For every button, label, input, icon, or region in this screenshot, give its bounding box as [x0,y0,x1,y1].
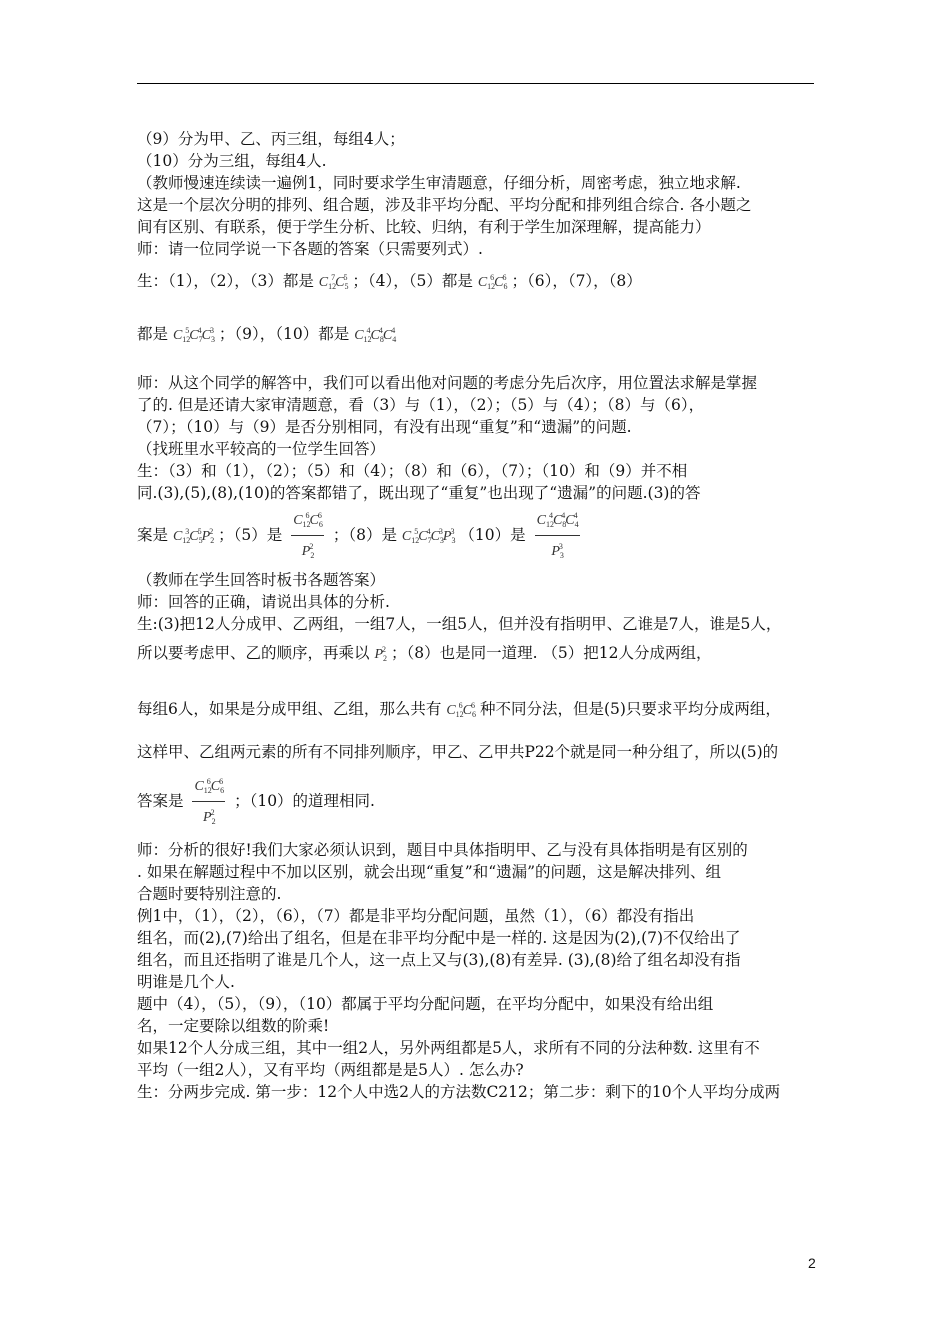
text-line: 师：请一位同学说一下各题的答案（只需要列式）. [137,240,483,258]
fraction-formula: $\frac{C_{12}^6C_6^6}{P_2^2}$ [192,773,225,831]
text-line: 组名，而(2),(7)给出了组名，但是在非平均分配中是一样的. 这是因为(2),(7)不仅给出了 [137,929,741,947]
text-line: 如果12个人分成三组，其中一组2人，另外两组都是5人，求所有不同的分法种数. 这里有不 [137,1039,760,1057]
text-line: 师：从这个同学的解答中，我们可以看出他对问题的考虑分先后次序，用位置法求解是掌握 [137,374,758,392]
text-line: 同.(3),(5),(8),(10)的答案都错了，既出现了“重复”也出现了“遗漏”的问题.(3)的答 [137,484,701,502]
formula: $C_{12}^6C_6^6$ [446,701,476,719]
fraction-formula: $\frac{C_{12}^4C_8^4C_4^4}{P_3^3}$ [535,507,580,565]
text-line: 明谁是几个人. [137,973,235,991]
document-body [137,128,822,1103]
text-line: 这样甲、乙组两元素的所有不同排列顺序，甲乙、乙甲共P22个就是同一种分组了，所以(5)的 [137,743,779,761]
fraction-formula: $\frac{C_{12}^6C_6^6}{P_2^2}$ [291,507,324,565]
answer-line: 答案是 $\frac{C_{12}^6C_6^6}{P_2^2}$ ；（10）的道理相同. [137,771,822,831]
formula: $C_{12}^4C_8^4C_4^4$ [354,326,397,344]
text-line: 名，一定要除以组数的阶乘! [137,1017,330,1035]
text-line: 这是一个层次分明的排列、组合题，涉及非平均分配、平均分配和排列组合综合. 各小题之 [137,196,752,214]
answer-line: 所以要考虑甲、乙的顺序，再乘以 $P_2^2$ ；（8）也是同一道理. （5）把12人分成两组， [137,644,712,663]
text-line: （9）分为甲、乙、丙三组，每组4人； [137,130,405,148]
text-line: （7）；（10）与（9）是否分别相同，有没有出现“重复”和“遗漏”的问题. [137,418,632,436]
text-line: 题中（4），（5），（9），（10）都属于平均分配问题，在平均分配中，如果没有给出组 [137,995,714,1013]
text-line: 师：分析的很好!我们大家必须认识到，题目中具体指明甲、乙与没有具体指明是有区别的 [137,841,748,859]
text-line: （找班里水平较高的一位学生回答） [137,440,386,458]
text-line: 生：（3）和（1），（2）；（5）和（4）；（8）和（6），（7）；（10）和（9）并不相 [137,462,688,480]
answer-line: 每组6人，如果是分成甲组、乙组，那么共有 $C_{12}^6C_6^6$ 种不同分法，但是(5)只要求平均分成两组， [137,700,781,719]
text-line: 生：分两步完成. 第一步：12个人中选2人的方法数C212；第二步：剩下的10个人平均分成两 [137,1083,781,1101]
text-line: . 如果在解题过程中不加以区别，就会出现“重复”和“遗漏”的问题，这是解决排列、组 [137,863,722,881]
formula: $P_2^2$ [374,645,388,663]
text-line: 生:(3)把12人分成甲、乙两组，一组7人，一组5人，但并没有指明甲、乙谁是7人，谁是5人， [137,615,782,633]
text-line: （10）分为三组，每组4人. [137,152,327,170]
header-rule [137,83,814,84]
formula: $C_{12}^6C_6^6$ [477,273,508,291]
formula: $C_{12}^7C_5^5$ [318,273,349,291]
text-line: 师：回答的正确，请说出具体的分析. [137,593,390,611]
text-line: 间有区别、有联系，便于学生分析、比较、归纳，有利于学生加深理解，提高能力） [137,218,711,236]
text-line: （教师慢速连续读一遍例1，同时要求学生审清题意，仔细分析，周密考虑，独立地求解. [137,174,741,192]
page-number: 2 [808,1255,816,1271]
formula: $C_{12}^5C_7^4C_3^3$ [172,326,215,344]
formula: $C_{12}^3C_5^5P_2^2$ [172,527,215,545]
text-line: 合题时要特别注意的. [137,885,282,903]
text-line: 例1中，（1），（2），（6），（7）都是非平均分配问题，虽然（1），（6）都没有指出 [137,907,695,925]
text-line: 平均（一组2人），又有平均（两组都是是5人）. 怎么办? [137,1061,524,1079]
text-line: 组名，而且还指明了谁是几个人，这一点上又与(3),(8)有差异. (3),(8)给了组名却没有指 [137,951,741,969]
formula: $C_{12}^5C_7^4C_3^3P_3^3$ [401,527,456,545]
text-line: 了的. 但是还请大家审清题意，看（3）与（1），（2）；（5）与（4）；（8）与（6）， [137,396,705,414]
answer-line: 生：（1），（2），（3）都是 $C_{12}^7C_5^5$ ；（4），（5）都是 $C_{12}^6C_6^6$ ；（6），（7），（8） [137,272,642,291]
answer-line: 都是 $C_{12}^5C_7^4C_3^3$ ；（9），（10）都是 $C_{12}^4C_8^4C_4^4$ [137,325,397,344]
answer-line: 案是 $C_{12}^3C_5^5P_2^2$ ；（5）是 $\frac{C_{12}^6C_6^6}{P_2^2}$ ；（8）是 $C_{12}^5C_7^4C_3^3P_3^3$ （10）是 $\frac{C_{12}^4C_8^4C_4^4}{P_3^3}$ [137,504,822,569]
text-line: （教师在学生回答时板书各题答案） [137,571,386,589]
